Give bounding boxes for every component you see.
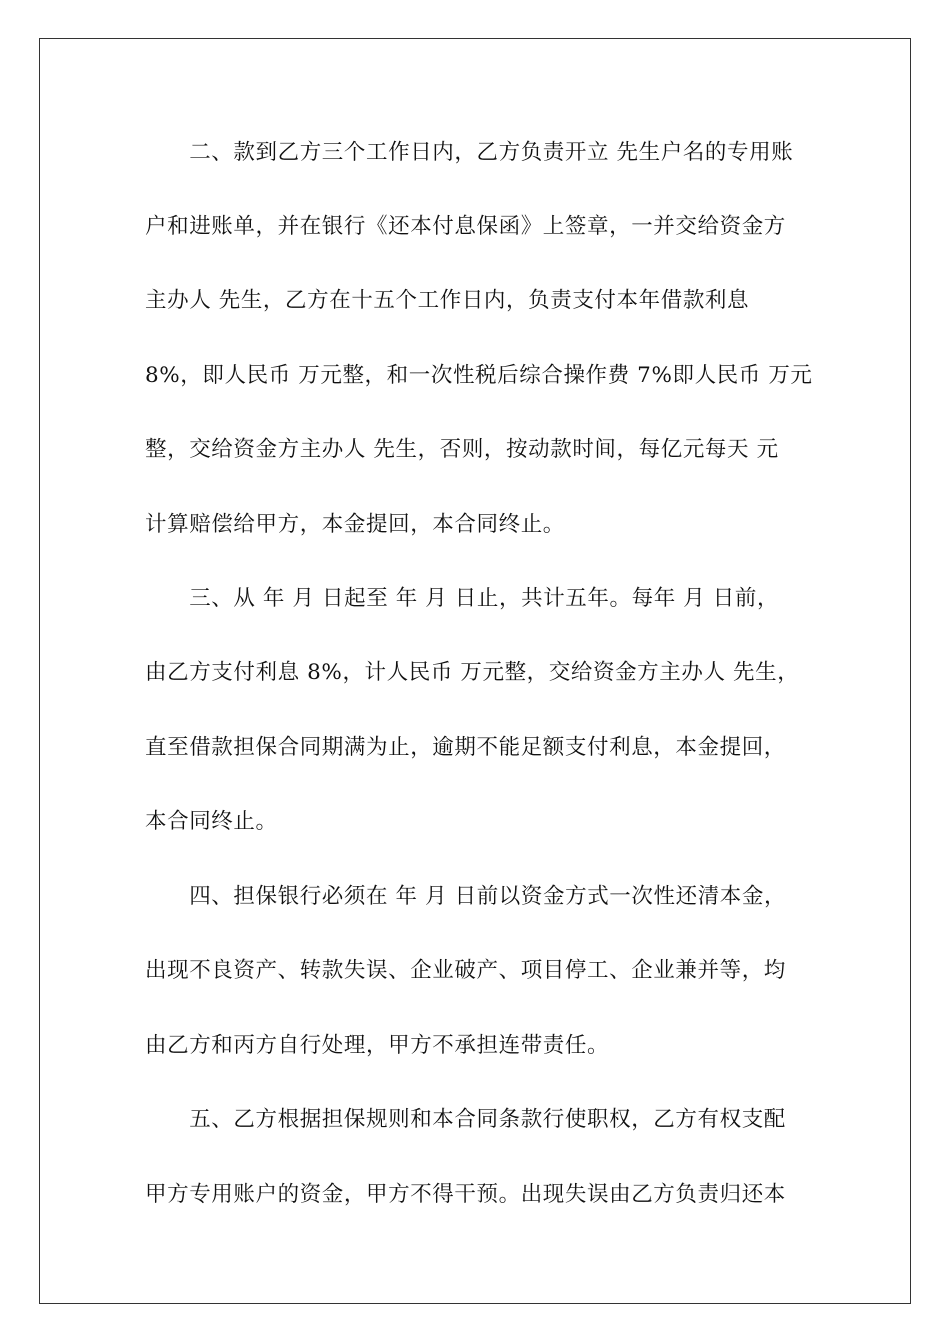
paragraph-3-line-3: 直至借款担保合同期满为止，逾期不能足额支付利息，本金提回， [145,735,786,760]
paragraph-2-line-6: 计算赔偿给甲方，本金提回，本合同终止。 [145,512,565,537]
paragraph-3-line-1: 三、从 年 月 日起至 年 月 日止，共计五年。每年 月 日前， [145,586,780,611]
paragraph-3-line-4: 本合同终止。 [145,809,278,834]
paragraph-2-line-4: 8%，即人民币 万元整，和一次性税后综合操作费 7%即人民币 万元 [145,363,813,388]
paragraph-4-line-2: 出现不良资产、转款失误、企业破产、项目停工、企业兼并等，均 [145,958,786,983]
paragraph-3-line-2: 由乙方支付利息 8%，计人民币 万元整，交给资金方主办人 先生， [145,660,800,685]
paragraph-5-line-2: 甲方专用账户的资金，甲方不得干预。出现失误由乙方负责归还本 [145,1182,786,1207]
paragraph-4-line-3: 由乙方和丙方自行处理，甲方不承担连带责任。 [145,1033,610,1058]
paragraph-2-line-2: 户和进账单，并在银行《还本付息保函》上签章，一并交给资金方 [145,214,786,239]
paragraph-2-line-1: 二、款到乙方三个工作日内，乙方负责开立 先生户名的专用账 [145,140,794,165]
paragraph-2-line-3: 主办人 先生，乙方在十五个工作日内，负责支付本年借款利息 [145,288,750,313]
paragraph-5-line-1: 五、乙方根据担保规则和本合同条款行使职权，乙方有权支配 [145,1107,786,1132]
paragraph-4-line-1: 四、担保银行必须在 年 月 日前以资金方式一次性还清本金， [145,884,787,909]
paragraph-2-line-5: 整，交给资金方主办人 先生，否则，按动款时间，每亿元每天 元 [145,437,779,462]
